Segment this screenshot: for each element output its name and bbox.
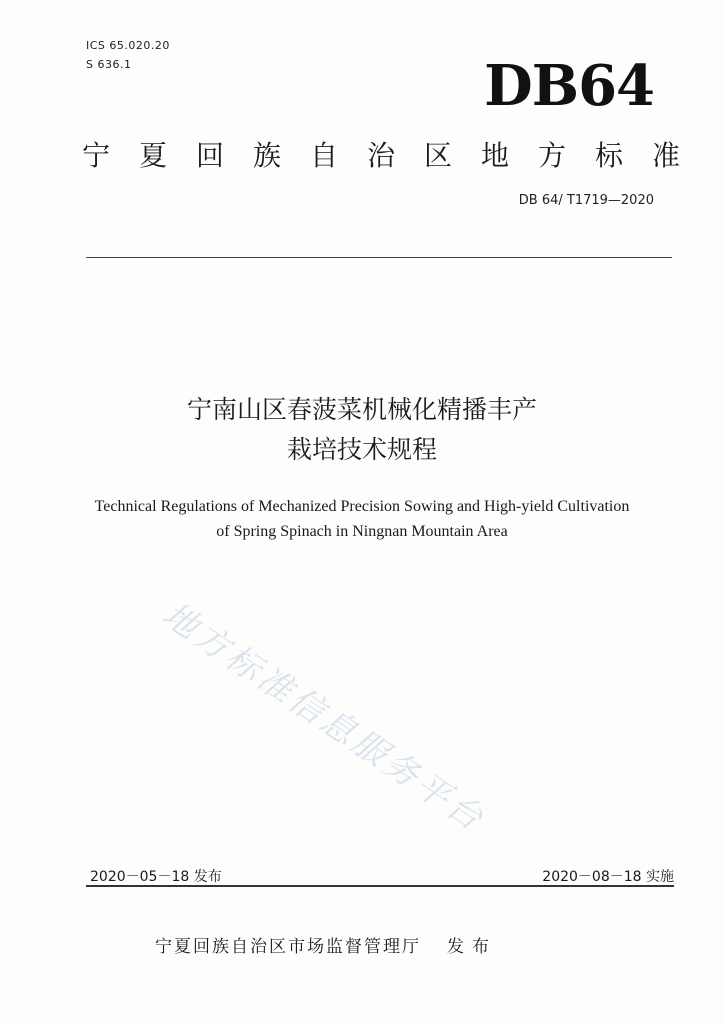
release-date: 2020－05－18 发布 — [90, 869, 222, 885]
db64-logo: DB64 — [484, 53, 654, 119]
chinese-title-line2: 栽培技术规程 — [286, 435, 437, 464]
standard-number: DB 64/ T1719—2020 — [518, 193, 654, 208]
chinese-title-line1: 宁南山区春菠菜机械化精播丰产 — [186, 395, 537, 424]
watermark: 地方标准信息服务平台 — [155, 594, 493, 841]
english-title — [0, 494, 724, 544]
header-divider — [86, 257, 672, 258]
implementation-date: 2020－08－18 实施 — [542, 869, 674, 885]
ics-code: ICS 65.020.20 — [86, 39, 170, 52]
standard-category-title: 宁夏回族自治区地方标准 — [82, 139, 710, 172]
publisher-action: 发布 — [447, 937, 497, 957]
english-title-line1: Technical Regulations of Mechanized Precision Sowing and High-yield Cultivation — [94, 498, 630, 515]
classification-codes — [86, 36, 170, 74]
english-title-line2: of Spring Spinach in Ningnan Mountain Area — [216, 523, 508, 540]
footer-divider — [86, 885, 674, 887]
ccs-code: S 636.1 — [86, 58, 132, 71]
chinese-title — [0, 390, 724, 470]
publisher — [155, 932, 497, 957]
publisher-name: 宁夏回族自治区市场监督管理厅 — [155, 937, 421, 957]
